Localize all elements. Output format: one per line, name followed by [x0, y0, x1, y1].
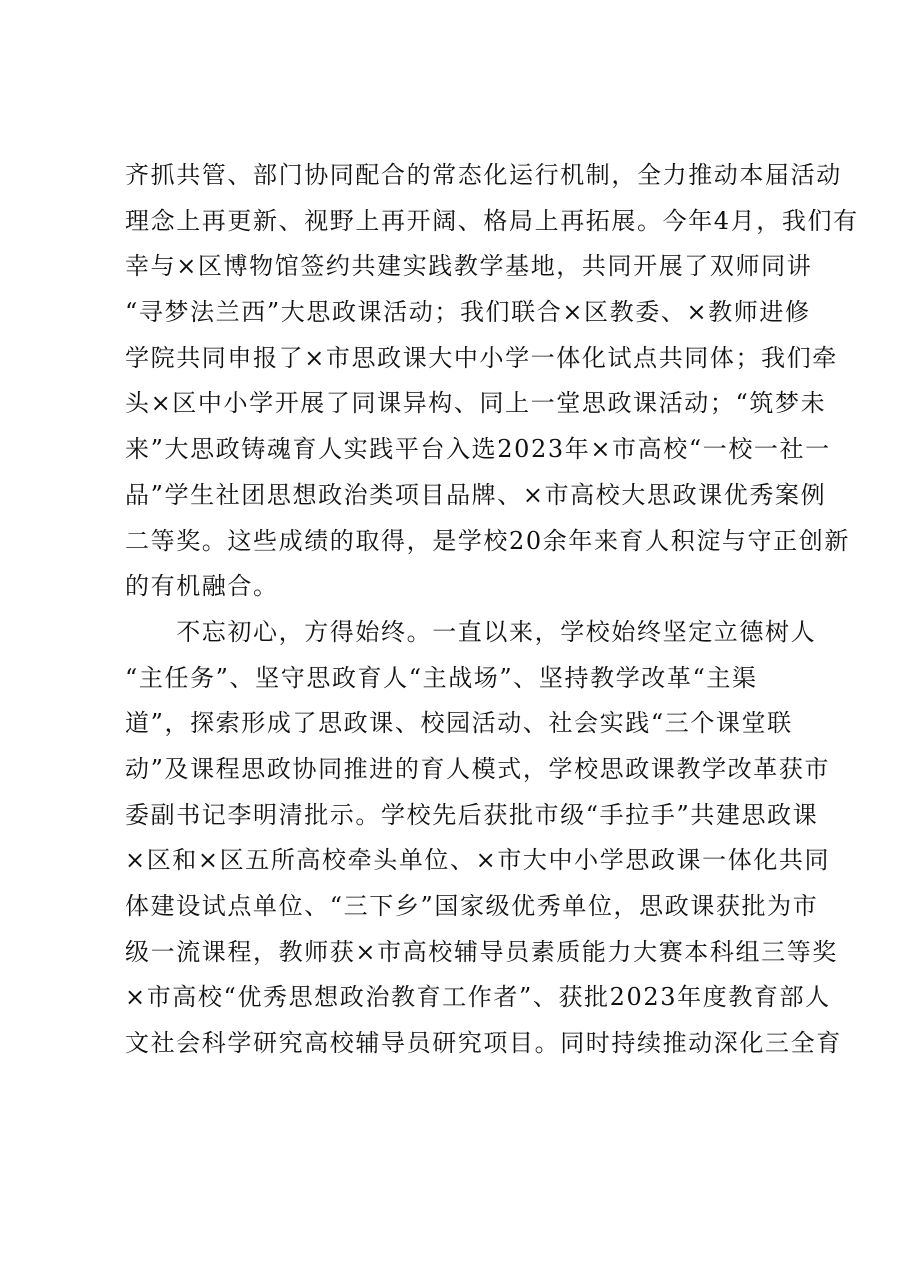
text-line-15: 委副书记李明清批示。学校先后获批市级“手拉手”共建思政课 [125, 800, 819, 829]
text-line-1: 齐抓共管、部门协同配合的常态化运行机制，全力推动本届活动 [125, 161, 842, 189]
text-line-5: 学院共同申报了×市思政课大中小学一体化试点共同体；我们牵 [125, 343, 838, 372]
text-line-12: “主任务”、坚守思政育人“主战场”、坚持教学改革“主渠 [125, 663, 758, 692]
text-line-10: 的有机融合。 [125, 572, 279, 601]
text-line-13: 道”，探索形成了思政课、校园活动、社会实践“三个课堂联 [125, 709, 793, 738]
text-line-17: 体建设试点单位、“三下乡”国家级优秀单位，思政课获批为市 [125, 892, 819, 920]
text-line-11: 不忘初心，方得始终。一直以来，学校始终坚定立德树人 [125, 617, 817, 646]
text-line-16: ×区和×区五所高校牵头单位、×市大中小学思政课一体化共同 [125, 846, 831, 875]
body-text [125, 153, 859, 1067]
text-line-18: 级一流课程，教师获×市高校辅导员素质能力大赛本科组三等奖 [125, 937, 838, 966]
text-line-20: 文社会科学研究高校辅导员研究项目。同时持续推动深化三全育 [125, 1029, 842, 1058]
text-line-14: 动”及课程思政协同推进的育人模式，学校思政课教学改革获市 [125, 754, 831, 783]
text-line-6: 头×区中小学开展了同课异构、同上一堂思政课活动；“筑梦未 [125, 389, 827, 418]
text-line-19: ×市高校“优秀思想政治教育工作者”、获批2023年度教育部人 [125, 983, 831, 1012]
text-line-8: 品”学生社团思想政治类项目品牌、×市高校大思政课优秀案例 [125, 480, 827, 509]
text-line-4: “寻梦法兰西”大思政课活动；我们联合×区教委、×教师进修 [125, 298, 811, 327]
text-line-3: 幸与×区博物馆签约共建实践教学基地，共同开展了双师同讲 [125, 252, 813, 281]
text-line-2: 理念上再更新、视野上再开阔、格局上再拓展。今年4月，我们有 [125, 206, 859, 235]
text-line-7: 来”大思政铸魂育人实践平台入选2023年×市高校“一校一社一 [125, 435, 831, 464]
text-line-9: 二等奖。这些成绩的取得，是学校20余年来育人积淀与守正创新 [125, 526, 850, 555]
